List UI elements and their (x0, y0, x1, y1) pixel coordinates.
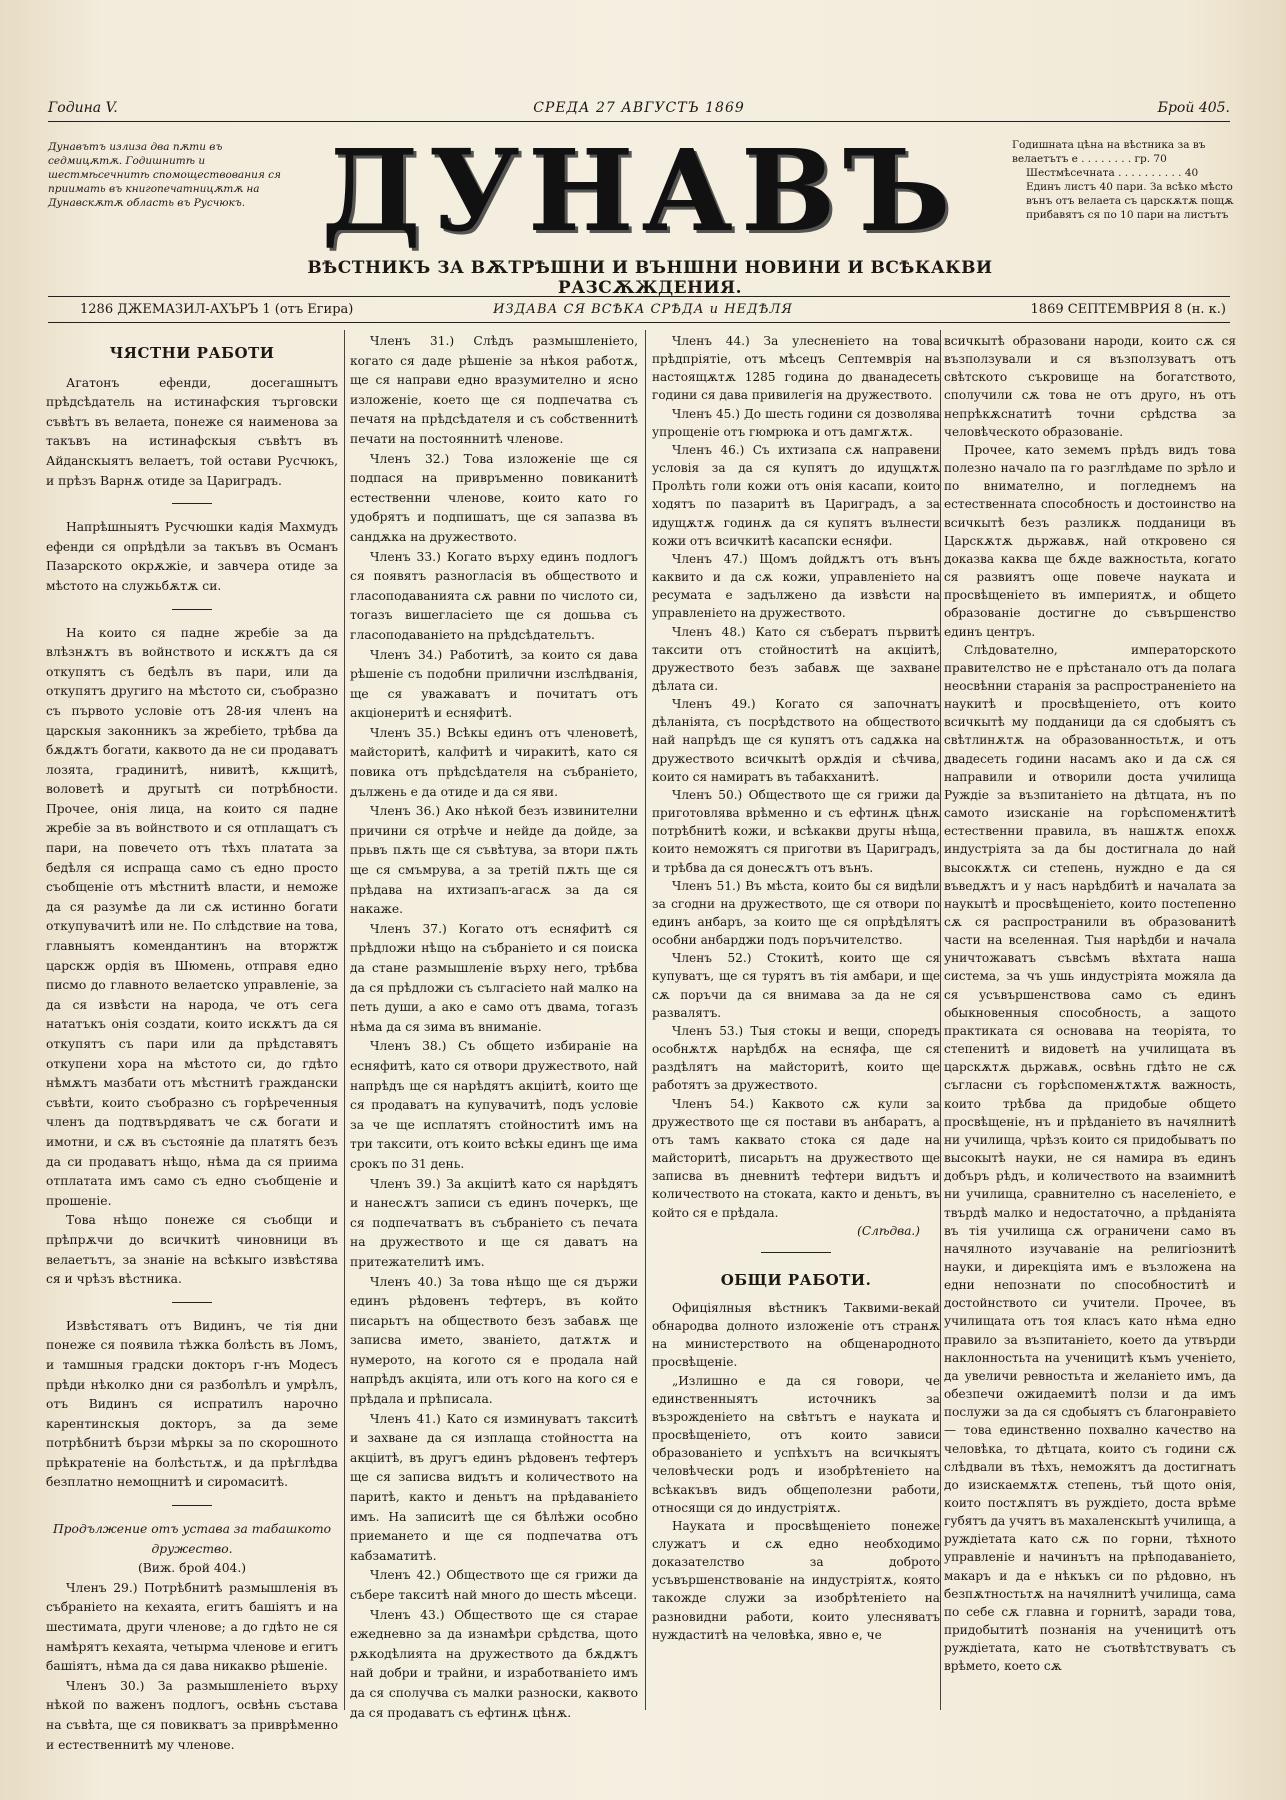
column-3 (652, 332, 940, 1644)
paragraph: Членъ 49.) Когато ся започнатъ дѣланіята, съ посрѣдството на обществото най напрѣдъ ще ся купятъ отъ садѫка на дружеството всичкытѣ орѫдія и сѣчива, които ся намиратъ въ табакханитѣ. (652, 697, 940, 784)
issue-date: СРЕДА 27 АВГУСТЪ 1869 (533, 100, 745, 116)
paragraph: Членъ 32.) Това изложеніе ще ся подпася на привръменно повиканитѣ естественни членове, които като го удобрятъ и подпишатъ, ще ся запазва въ сандѫка на дружеството. (350, 451, 638, 544)
paragraph: Членъ 31.) Слѣдъ размышленіето, когато ся даде рѣшеніе за нѣкоя работѫ, ще ся направи едно вразумителнo и ясно изложеніе, което ще ся подпечатва съ печатя на прѣдсѣдателя и съ собственнитѣ печати на постояннитѣ членове. (350, 334, 638, 446)
paragraph: Това нѣщо понеже ся съобщи и прѣпрѫчи до всичкитѣ чиновници въ велаетътъ, за знаніе на всѣкыго извѣстява ся и чрѣзъ вѣстника. (46, 1213, 338, 1287)
paragraph: всичкытѣ образовани народи, които сѫ ся възползували и ся възползуватъ отъ свѣтското съкровище на богатството, сполучили сѫ това не отъ друго, нъ отъ непрѣкѫснатитѣ точни срѣдства за человѣческото образованіе. (944, 334, 1236, 439)
column-4 (944, 332, 1236, 1676)
column-2 (350, 332, 638, 1723)
separator (172, 1302, 212, 1303)
to-be-continued: (Слѣдва.) (857, 1223, 920, 1238)
column-divider (940, 330, 941, 1710)
masthead (300, 126, 980, 257)
year-label: Година V. (48, 100, 118, 116)
paragraph: Членъ 51.) Въ мѣста, които бы ся видѣли за сгодни на дружеството, ще ся отвори по единъ анбаръ, за които ще ся опрѣдѣлятъ особни анбарджи подъ поръчителство. (652, 878, 940, 948)
paragraph: Офиціялныя вѣстникъ Таквими-векай обнародва долното изложеніе отъ странѫ на министерството на общенародното просвѣщеніе. (652, 1300, 940, 1370)
paragraph: Членъ 48.) Като ся събератъ първитѣ таксити отъ стойноститѣ на акціитѣ, дружеството безъ забавѫ ще захване дѣлата си. (652, 624, 940, 693)
paragraph: Членъ 33.) Когато върху единъ подлогъ ся появятъ разногласія въ обществото и гласоподаванията сѫ равни по числото си, тогазъ вишегласіето ще ся дошьва съ гласоподаваніето на прѣдсѣдательтъ. (350, 549, 638, 642)
paragraph: Членъ 34.) Работитѣ, за които ся дава рѣшеніе съ подобни прилични изслѣдванія, ще ся уважаватъ и почитатъ отъ акціонеритѣ и есняфитѣ. (350, 647, 638, 721)
paragraph: Членъ 46.) Съ ихтизапа сѫ направени условія за да ся купятъ до идущѫтѫ Пролѣть голи кожи отъ онія касапи, които ходятъ по пазаритѣ въ Цариградъ, а за идущѫтѫ годинѫ да ся купятъ вълнести кожи отъ всичкитѣ касапски есняфи. (652, 442, 940, 548)
price-line-half: Шестмѣсечната . . . . . . . . . . 40 (1026, 167, 1199, 179)
publication-schedule: ИЗДАВА СЯ ВСѢКА СРѢДА и НЕДѢЛЯ (493, 302, 793, 317)
issue-number: Брой 405. (1157, 100, 1230, 116)
publication-note: Дунавътъ излиза два пѫти въ седмицѫтѫ. Годишнитѣ и шестмѣсечнитѣ спомоществования ся приимать въ книгопечатницѫтѫ на Дунавскѫтѫ область въ Русчюкъ. (48, 141, 281, 209)
paragraph: Членъ 45.) До шесть години ся дозволява упрощеніе отъ гюмрюка и отъ дамгѫтѫ. (652, 406, 940, 439)
paragraph: Членъ 47.) Щомъ дойдѫтъ отъ вънъ каквито и да сѫ кожи, управленіето на ресумата е задължено да извѣсти на управленіето на дружеството. (652, 551, 940, 621)
top-rule (48, 121, 1230, 122)
column-divider (344, 330, 345, 1710)
column-divider (645, 330, 646, 1710)
paragraph: Членъ 52.) Стокитѣ, които ще ся купуватъ, ще ся турятъ въ тія амбари, и ще сѫ поръчи да ся внимава за да не ся развалятъ. (652, 951, 940, 1020)
issue-reference: (Виж. брой 404.) (137, 1561, 247, 1576)
top-line (48, 100, 1230, 118)
paragraph: Агатонъ ефенди, досегашнытъ прѣдсѣдатель на истинафския търговски съвѣтъ въ велаета, понеже ся наименова за такъвъ на истинафскыя съвѣтъ въ Айданскыятъ велаетъ, той остави Русчюкъ, и прѣзъ Варнѫ отиде за Цариградъ. (46, 375, 338, 488)
price-line-annual: Годишната цѣна на вѣстника за въ велаетътъ е . . . . . . . . гр. 70 (1012, 139, 1206, 165)
paragraph: Членъ 53.) Тыя стокы и вещи, споредъ особнѫтѫ нарѣдбѫ на есняфа, ще ся раздѣлятъ на майсторитѣ, които ще работятъ за дружеството. (652, 1023, 940, 1093)
paragraph: Членъ 40.) За това нѣщо ще ся държи единъ рѣдовенъ тефтеръ, въ който писарьтъ на обществото безъ забавѫ ще записва името, званіето, датѫтѫ и нумерото, на когото ся е продала най напрѣдъ акціята, или отъ кого на кого ся е прѣдала и прѣписала. (350, 1274, 638, 1407)
section-heading: ЧЯСТНИ РАБОТИ (109, 344, 275, 362)
paragraph: Членъ 41.) Като ся изминуватъ такситѣ и захване да ся изплаща стойността на акціитѣ, въ другъ единъ рѣдовенъ тефтеръ ще ся записва видътъ и количеството на паритѣ, както и деньтъ на прѣдаваніето имъ. На записитѣ ще ся бѣлѣжи особно приемането и ще ся подпечатва отъ кабзаматитѣ. (350, 1411, 638, 1563)
hijri-date: 1286 ДЖЕМАЗИЛ-АХЪРЪ 1 (отъ Егира) (80, 302, 354, 317)
section-heading: ОБЩИ РАБОТИ. (720, 1270, 872, 1289)
paragraph: Членъ 54.) Каквото сѫ кули за дружеството ще ся постави въ анбаратъ, а отъ тамъ каквато стока ся даде на майсторитѣ, писарьтъ на дружеството ще записва въ дневнитѣ тефтери видътъ и количеството на стоката, както и деньтъ, въ който ся е прѣдала. (652, 1096, 940, 1220)
paragraph: Членъ 36.) Ако нѣкой безъ извинителни причини ся отрѣче и нейде да дойде, за прьвъ пѫть ще ся съвѣтува, за втори пѫть ще ся смъмрува, а за третій пѫть ще ся прѣдава на ихтизапъ-агасѫ за да ся накаже. (350, 804, 638, 917)
julian-date: 1869 СЕПТЕМВРИЯ 8 (н. к.) (1030, 302, 1226, 317)
paragraph: Членъ 50.) Обществото ще ся грижи да приготовлява врѣменно и съ ефтинѫ цѣнѫ потрѣбнитѣ кожи, и всѣкакви другы нѣща, които неможятъ ся приготви въ Цариградъ, и трѣбва да ся донесѫтъ отъ вънъ. (652, 787, 940, 875)
paragraph: Напрѣшныятъ Русчюшки кадія Махмудъ ефенди ся опрѣдѣли за такъвъ въ Османъ Пазарското окрѫжіе, и завчера отиде за мѣстото на служьбѫтѫ си. (46, 520, 338, 593)
dateline-rule-top (48, 296, 1230, 297)
separator (172, 609, 212, 610)
paragraph: Членъ 42.) Обществото ще ся грижи да събере такситѣ най много до шесть мѣсеци. (350, 1568, 638, 1602)
dateline-rule-bottom (48, 322, 1230, 323)
paragraph: Слѣдователно, императорското правителство не е прѣстанало отъ да полага неосвѣнни старанія за распространеніето на наукитѣ и просвѣщеніето, отъ които всичкытѣ му подданици да ся сдобыятъ съ свѣтлинѫтѫ на образованностьтѫ, и отъ двадесеть години насамъ ако и да сѫ ся направили и отворили доста училища Руждіе за възпитаніето на дѣтцата, нъ по самото изисканіе на горѣспоменѫтитѣ естественни правила, въ нашѫтѫ епохѫ индустріята за да бы достигнала до най высокѫтѫ си степень, нуждно е да ся въведѫтъ и у насъ нарѣдбитѣ и началата за наукытѣ и просвѣщеніето, които постепенно сѫ ся распространили въ образованитѣ части на вселенная. Тыя нарѣдби и начала уничтожаватъ съвсѣмъ вѣхтата наша система, за чъ ушь индустріята можяла да ся усъвършенствова само съ единъ обыкновенныя способность, а защото практиката ся основава на теоріята, то степенитѣ и видоветѣ на училищата въ царскѫтѫ дьржавѫ, освѣнь гдѣто не сѫ съгласни съ горѣспоменѫтѫтѫ важность, които трѣбва да придобые общето просвѣщеніе, нъ и прѣданіето въ начялнитѣ ни училища, чрѣзъ които ся придобыватъ по высокытѣ науки, не ся намира въ единъ добъръ рѣдъ, и количеството на взаимнитѣ ни училища, сравнително съ населеніето, е твърдѣ малко и недостаточно, а прѣданіята въ тія училища сѫ ограничени само въ начялното изучаваніе на религіознитѣ науки, и дирекціята имъ е възложена на едни непознати по способноститѣ и достойнството си учители. Прочее, въ училищата отъ тоя класъ като нѣма едно правило за възпитаніето, което да утвърди наклонностьта на ученицитѣ къмъ ученіето, да увеличи ревностьта и желаніето имъ, да обезпечи ожидаемитѣ ползи и да имъ послужи за да ся сдобыятъ съ благонравіето — това единственно похвално качество на человѣка, то дѣтцата, които съ години сѫ слѣдвали въ тѣхъ, неможятъ да достигнатъ до изискаемѫтѫ степень, тъй щото онія, които постѫпятъ въ руждіето, доста врѣме губятъ да учятъ въ махаленскытѣ училища, а руждіетата като сѫ по горни, тѣхното управленіе и начинътъ на прѣподаваніето, макаръ и да е нѣкъкъ си по рѣдовно, нъ безпѫтностьтѫ на начялнитѣ училища, сама по себе сѫ главна и горнитѣ, заради това, придобытитѣ познанія на ученицитѣ отъ руждіетата, като не съотвѣтствуватъ съ врѣмето, което сѫ (944, 642, 1237, 1674)
continuation-title: Продължение отъ устава за табашкото дружество. (52, 1522, 332, 1556)
paragraph: Членъ 39.) За акціитѣ като ся нарѣдятъ и нанесѫтъ записи съ единъ почеркъ, ще ся подпечатватъ въ събраніето съ печата на дружеството и ще ся даватъ на притежателитѣ имъ. (350, 1176, 638, 1269)
column-1 (46, 332, 338, 1755)
paragraph: Членъ 44.) За улесненіето на това прѣдпріятіе, отъ мѣсецъ Септемврія на настоящѫтѫ 1285 година до дванадесеть години ся дава привилегія на дружеството. (652, 334, 940, 403)
paragraph: „Излишно е да ся говори, че единственныятъ источникъ за възрожденіето на свѣтътъ е науката и просвѣщеніето, отъ които зависи образованіето и успѣхътъ на всичкыятъ человѣчески родъ и изобрѣтеніето на всѣкакъвъ видъ общеполезни работи, относящи ся до индустріятѫ. (652, 1373, 940, 1515)
paragraph: Прочее, като земемъ прѣдъ видъ това полезно начало па го разглѣдаме по зрѣло и по внимателно, и погледнемъ на естественната способность и достоинство на всичкытѣ безъ разликѫ подданици въ Царскѫтѫ дьржавѫ, най откровено ся доказва каква ще бѫде важностьта, когато ся развиятъ още повече науката и просвѣщеніето въ империятѫ, и общето образованіе достигне до съвършенство единъ центръ. (944, 442, 1236, 639)
paragraph: Членъ 29.) Потрѣбнитѣ размышленія въ събраніето на кехаята, егитъ башіятъ и на шестимата, други членове; а до гдѣто не ся намѣрятъ кехаята, четырма членове и егитъ башіятъ, нѣма да ся дава никакво рѣшеніе. (46, 1580, 338, 1674)
newspaper-title: ДУНАВЪ (321, 126, 959, 257)
paragraph: На които ся падне жребіе за да влѣзнѫтъ въ войнството и искѫтъ да ся откупятъ съ бедѣлъ въ пари, или да откупятъ другиго на мѣстото си, съобразно съ първото условіе отъ 28-ия членъ на царскыя законникъ за жребіето, трѣбва да бѫдѫтъ богати, каквото да не си продаватъ лозята, градинитѣ, нивитѣ, кѫщитѣ, воловетѣ и другытѣ си потрѣбности. Прочее, онія лица, на които ся падне жребіе за въ войнството и ся отплащатъ съ пари, на повечето отъ тѣхъ платата за бедѣля ся испраща само съ едно просто съобщеніе отъ мѣстнитѣ власти, и неможе да ся разумѣе да ли сѫ истинно богати откупувачитѣ или не. По слѣдствие на това, главныятъ комендантинъ на вторжтж царскж ордія въ Шюмень, отправя едно писмо до главното велаетско управленіе, за да ся извѣсти на народа, че отъ сега нататъкъ онія создати, които искѫтъ да ся откупятъ съ пари или да прѣдставятъ откупени хора на мѣстото си, до гдѣто нѣмѫтъ мазбати отъ мѣстнитѣ граждански съвѣти, които съобразно съ горѣреченныя членъ да подтвърдяватъ че сѫ богати и имотни, и сѫ въ състояніе да платятъ безъ да си продаватъ нѣщо, нѣма да ся приима отплатата имъ само съ едно съобщеніе и прошеніе. (46, 625, 338, 1208)
paragraph: Членъ 30.) За размышленіето върху нѣкой по важенъ подлогъ, освѣнь състава на съвѣта, ще ся повикватъ за приврѣменно и естественнитѣ му членове. (46, 1678, 338, 1752)
paragraph: Членъ 38.) Съ общето избираніе на есняфитѣ, като ся отвори дружеството, най напрѣдъ ще ся нарѣдятъ акціитѣ, които ще ся продаватъ на купувачитѣ, подъ условіе за че ще исплатятъ стойноститѣ имъ на три таксити, отъ които всѣкы единъ ще има срокъ по 31 день. (350, 1039, 638, 1171)
paragraph: Извѣстяватъ отъ Видинъ, че тія дни понеже ся появила тѣжка болѣсть въ Ломъ, и тамшныя градски докторъ г-нъ Модесъ прѣди нѣколко дни ся разболѣлъ и умрѣлъ, отъ Видинъ ся испратилъ нарочно карентинскыя докторъ, за да земе потрѣбнитѣ бързи мѣркы за по скорошното прѣкратеніе на болѣстьтѫ, и да прѣглѣдва безплатно немощнитѣ и сиромаситѣ. (46, 1318, 338, 1490)
newspaper-subtitle: ВѢСТНИКЪ ЗА ВѪТРѢШНИ И ВЪНШНИ НОВИНИ И ВСѢКАКВИ РАЗСѪЖДЕНИЯ. (307, 258, 993, 298)
separator (761, 1252, 831, 1253)
paragraph: Членъ 43.) Обществото ще ся старае ежедневно за да изнамѣри срѣдства, щото рѫкодѣлията на дружеството да бѫдѫтъ най добри и трайни, и изработваніето имъ да ся сполучва съ малки разноски, каквото да ся продаватъ съ ефтинѫ цѣнѫ. (350, 1607, 638, 1720)
paragraph: Членъ 37.) Когато отъ есняфитѣ ся прѣдложи нѣщо на събраніето и ся поиска да стане размышленіе върху него, трѣбва да ся прѣдложи съ сългасіето най малко на петь души, а ако е само отъ двама, тогазъ нѣма да ся зима въ вниманіе. (350, 921, 638, 1034)
paragraph: Членъ 35.) Всѣкы единъ отъ членоветѣ, майсторитѣ, калфитѣ и чиракитѣ, като ся повика отъ прѣдсѣдателя на събраніето, дължень е да отиде и да ся яви. (350, 725, 638, 799)
price-line-single: Единъ листъ 40 пари. За всѣко мѣсто вънъ отъ велаета съ царскѫтѫ пощѫ прибавятъ ся по 10 пари на листътъ (1026, 181, 1234, 221)
subscription-prices (1012, 138, 1234, 222)
separator (172, 1505, 212, 1506)
paragraph: Науката и просвѣщеніето понеже служатъ и сѫ едно необходимо доказателство за доброто усъвършенствованіе на индустріятѫ, която такожде служи за изобрѣтеніето на разновидни работи, които улесняватъ нуждаститѣ на человѣка, явно е, че (652, 1518, 940, 1642)
separator (172, 503, 212, 504)
